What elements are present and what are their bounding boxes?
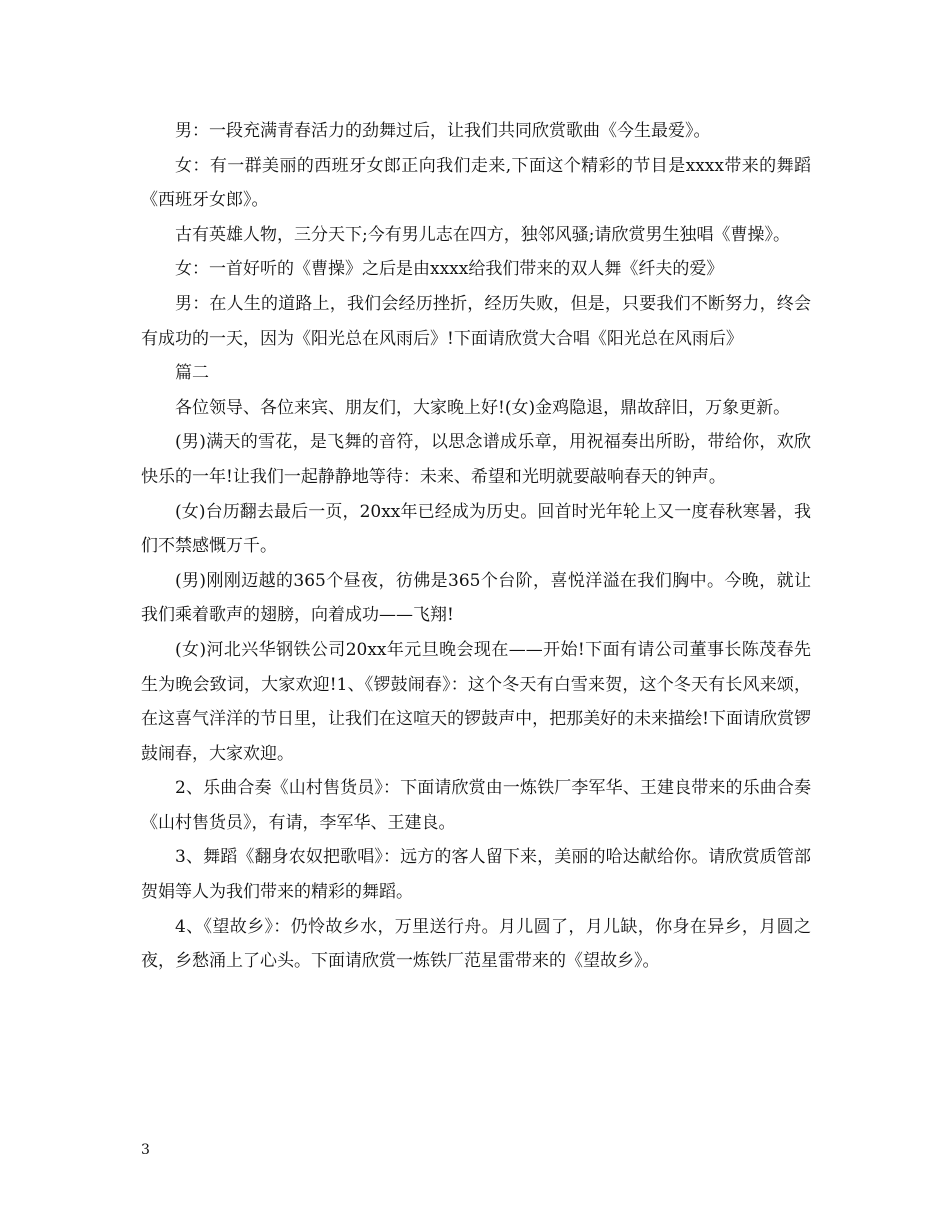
paragraph: (女)河北兴华钢铁公司20xx年元旦晚会现在——开始!下面有请公司董事长陈茂春先生为晚会致词，大家欢迎!1、《锣鼓闹春》：这个冬天有白雪来贺，这个冬天有长风来颂，在这喜气洋洋的节日里，让我们在这喧天的锣鼓声中，把那美好的未来描绘!下面请欣赏锣鼓闹春，大家欢迎。 <box>141 639 811 764</box>
paragraph: 男：在人生的道路上，我们会经历挫折，经历失败，但是，只要我们不断努力，终会有成功的一天，因为《阳光总在风雨后》!下面请欣赏大合唱《阳光总在风雨后》 <box>141 293 811 349</box>
paragraph: 男：一段充满青春活力的劲舞过后，让我们共同欣赏歌曲《今生最爱》。 <box>175 121 711 141</box>
paragraph: (男)满天的雪花，是飞舞的音符，以思念谱成乐章，用祝福奏出所盼，带给你，欢欣快乐的一年!让我们一起静静地等待：未来、希望和光明就要敲响春天的钟声。 <box>141 432 811 487</box>
paragraph: 古有英雄人物，三分天下;今有男儿志在四方，独邻风骚;请欣赏男生独唱《曹操》。 <box>175 224 790 245</box>
paragraph: (男)刚刚迈越的365个昼夜，彷佛是365个台阶，喜悦洋溢在我们胸中。今晚，就让我们乘着歌声的翅膀，向着成功——飞翔! <box>141 570 811 626</box>
paragraph: 3、舞蹈《翻身农奴把歌唱》：远方的客人留下来，美丽的哈达献给你。请欣赏质管部贺娟等人为我们带来的精彩的舞蹈。 <box>141 847 811 903</box>
paragraph: 各位领导、各位来宾、朋友们，大家晚上好!(女)金鸡隐退，鼎故辞旧，万象更新。 <box>175 397 791 418</box>
paragraph: 女：有一群美丽的西班牙女郎正向我们走来,下面这个精彩的节目是xxxx带来的舞蹈《西班牙女郎》。 <box>141 155 811 211</box>
paragraph: 2、乐曲合奏《山村售货员》：下面请欣赏由一炼铁厂李军华、王建良带来的乐曲合奏《山村售货员》，有请，李军华、王建良。 <box>141 778 811 833</box>
page-number: 3 <box>141 1142 150 1158</box>
section-heading: 篇二 <box>175 363 209 384</box>
paragraph: 女：一首好听的《曹操》之后是由xxxx给我们带来的双人舞《纤夫的爱》 <box>175 259 724 280</box>
paragraph: 4、《望故乡》：仍怜故乡水，万里送行舟。月儿圆了，月儿缺，你身在异乡，月圆之夜，乡愁涌上了心头。下面请欣赏一炼铁厂范星雷带来的《望故乡》。 <box>141 916 811 972</box>
paragraph: (女)台历翻去最后一页，20xx年已经成为历史。回首时光年轮上又一度春秋寒暑，我们不禁感慨万千。 <box>141 501 811 557</box>
document-body <box>141 114 811 979</box>
